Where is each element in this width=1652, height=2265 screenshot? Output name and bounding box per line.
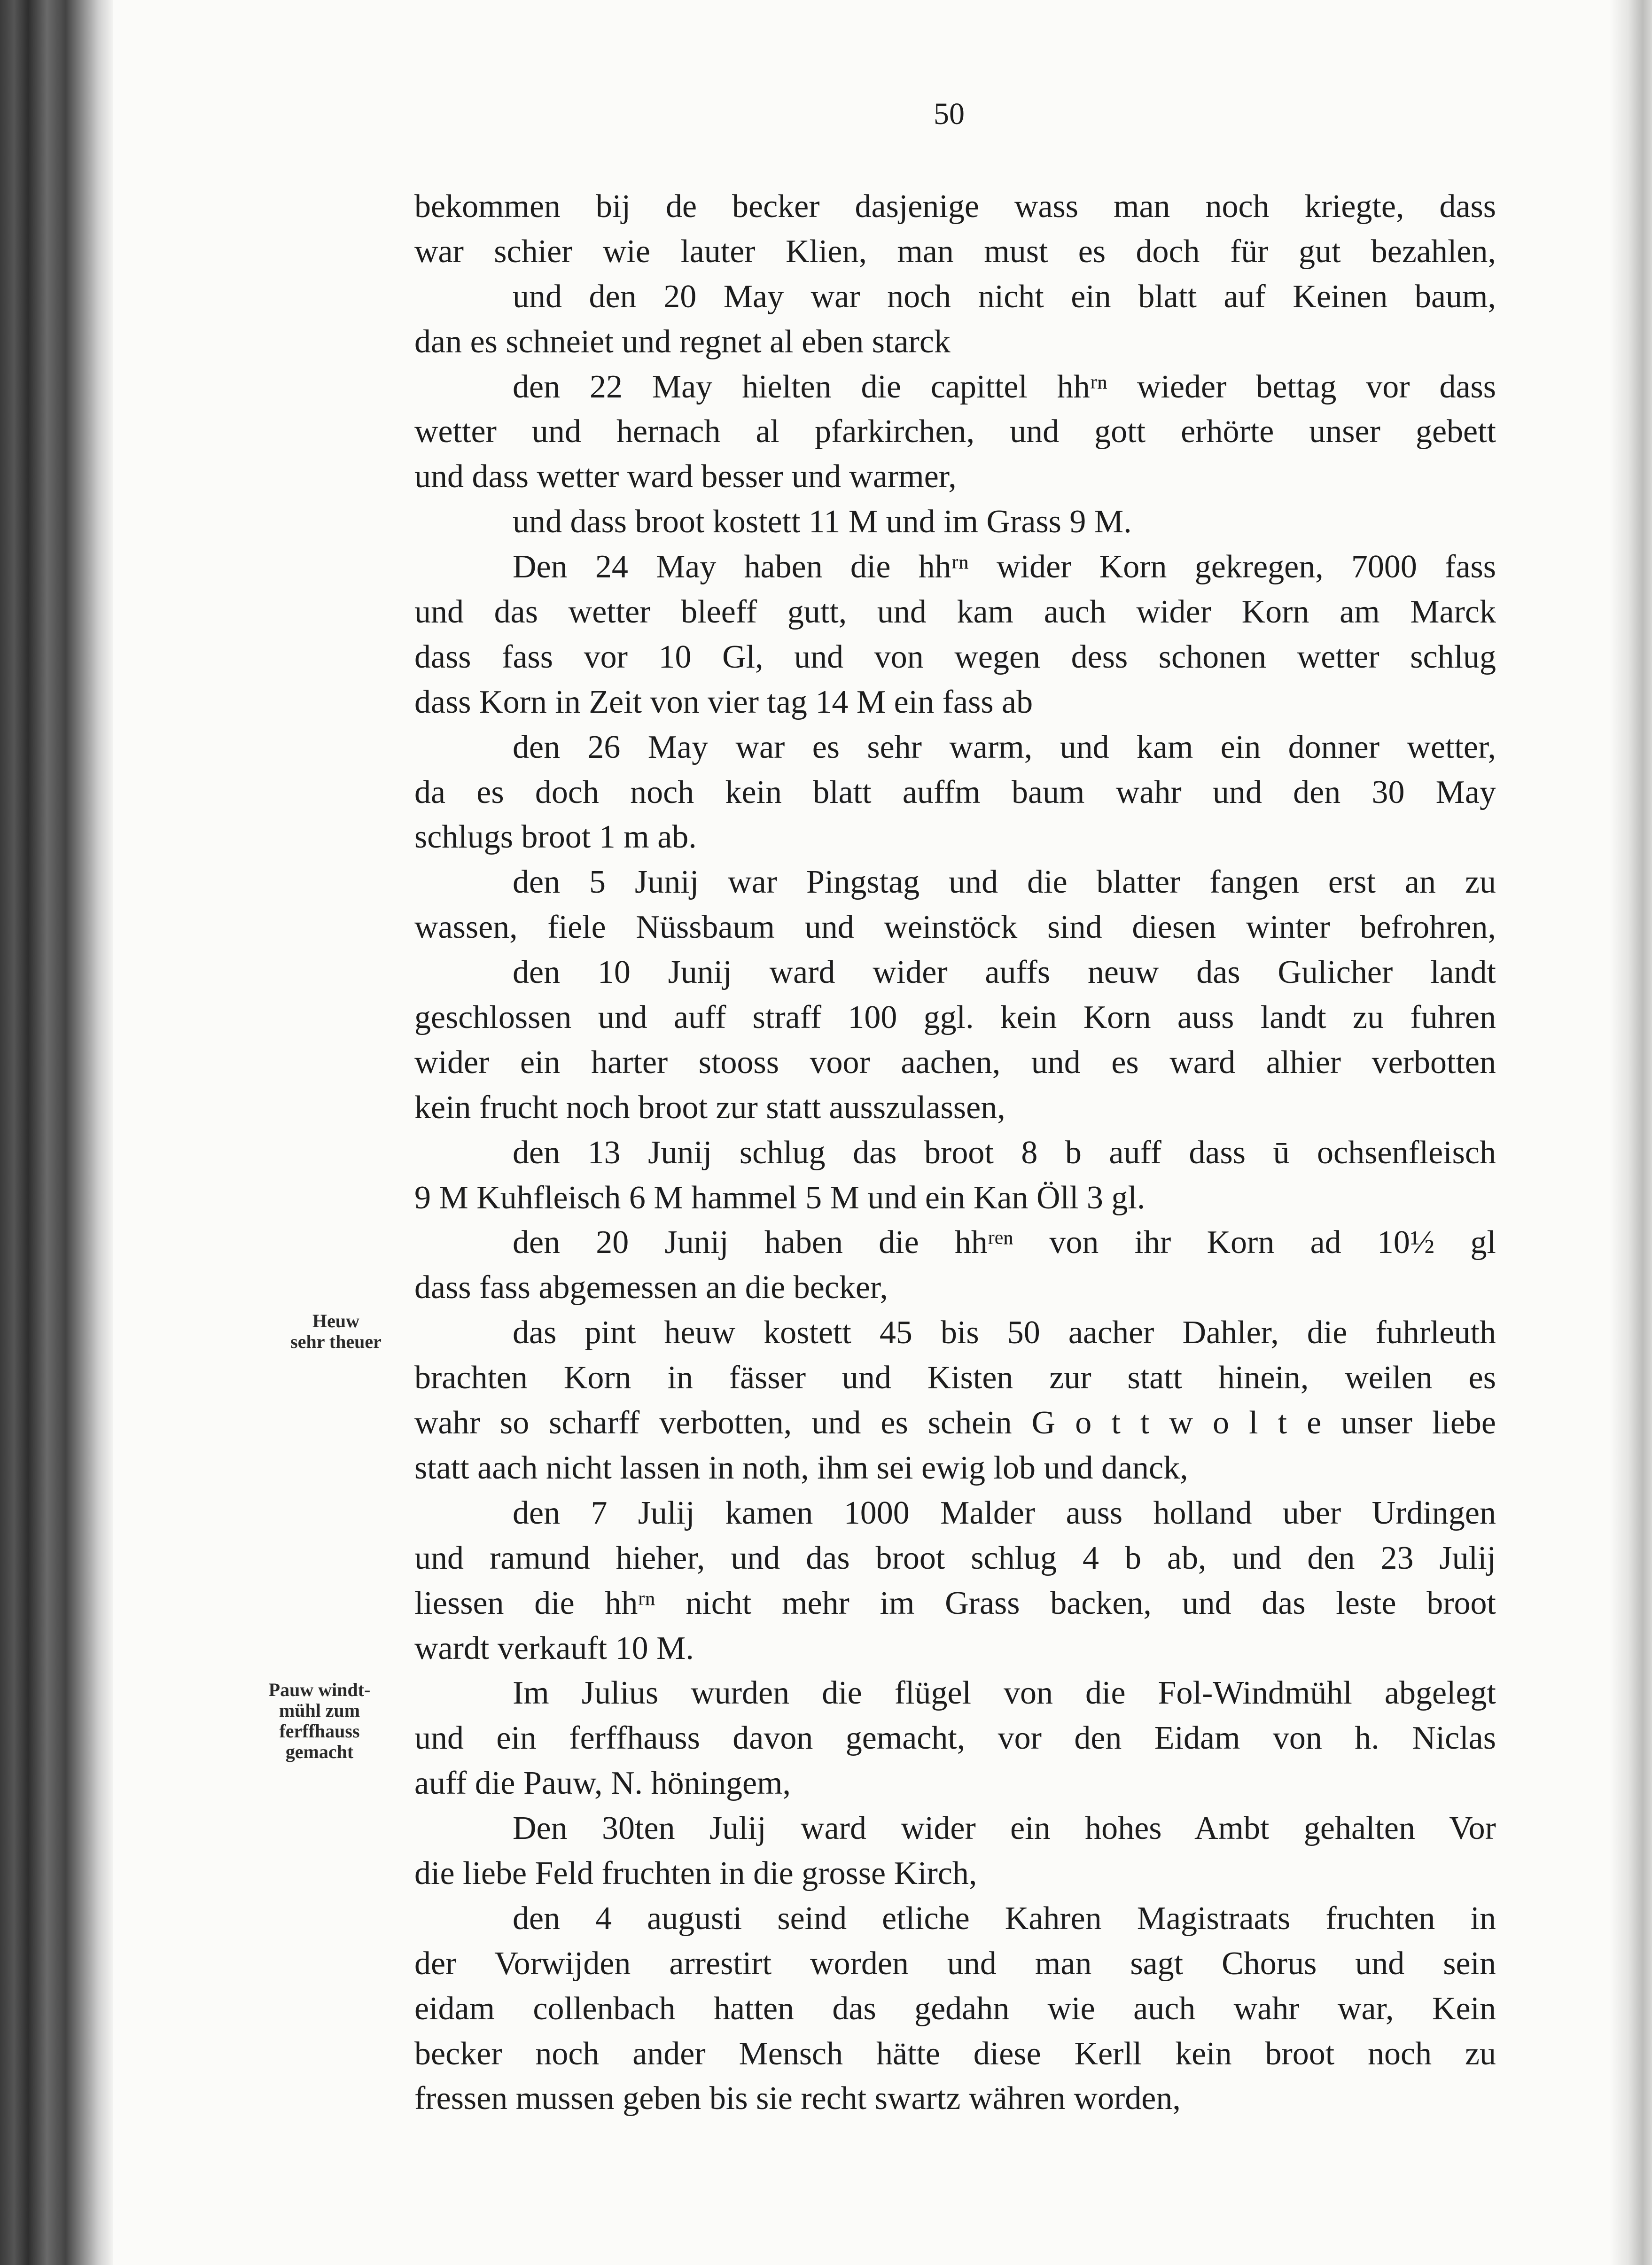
text-line: brachten Korn in fässer und Kisten zur statt hinein, weilen es (414, 1360, 1496, 1396)
text-line: Im Julius wurden die flügel von die Fol-Windmühl abgelegt (513, 1675, 1496, 1712)
text-line: wetter und hernach al pfarkirchen, und gott erhörte unser gebett (414, 413, 1496, 450)
text-line: geschlossen und auff straff 100 ggl. kein Korn auss landt zu fuhren (414, 999, 1496, 1036)
text-line: war schier wie lauter Klien, man must es doch für gut bezahlen, (414, 233, 1496, 270)
text-line: und dass broot kostett 11 M und im Grass 9 M. (513, 504, 1132, 540)
text-line: wassen, fiele Nüssbaum und weinstöck sind diesen winter befrohren, (414, 909, 1496, 946)
text-line: den 4 augusti seind etliche Kahren Magistraats fruchten in (513, 1900, 1496, 1937)
text-line: den 22 May hielten die capittel hhʳⁿ wieder bettag vor dass (513, 368, 1496, 405)
text-line: den 7 Julij kamen 1000 Malder auss holland uber Urdingen (513, 1494, 1496, 1531)
text-line: da es doch noch kein blatt auffm baum wahr und den 30 May (414, 774, 1496, 810)
text-line: den 20 Junij haben die hhʳᵉⁿ von ihr Korn ad 10½ gl (513, 1224, 1496, 1261)
text-line: der Vorwijden arrestirt worden und man sagt Chorus und sein (414, 1945, 1496, 1982)
text-line: Den 30ten Julij ward wider ein hohes Ambt gehalten Vor (513, 1810, 1496, 1847)
text-line: und dass wetter ward besser und warmer, (414, 459, 957, 495)
margin-note-line: gemacht (285, 1741, 354, 1762)
text-line: den 13 Junij schlug das broot 8 b auff dass ū ochsenfleisch (513, 1134, 1496, 1171)
text-line: dass Korn in Zeit von vier tag 14 M ein fass ab (414, 684, 1033, 720)
text-line: das pint heuw kostett 45 bis 50 aacher Dahler, die fuhrleuth (513, 1315, 1496, 1351)
text-line: statt aach nicht lassen in noth, ihm sei ewig lob und danck, (414, 1449, 1188, 1486)
text-line: und den 20 May war noch nicht ein blatt auf Keinen baum, (513, 278, 1496, 315)
text-line: liessen die hhʳⁿ nicht mehr im Grass backen, und das leste broot (414, 1585, 1496, 1621)
page-edge-shadow (1610, 0, 1652, 2265)
text-line: 9 M Kuhfleisch 6 M hammel 5 M und ein Kan Öll 3 gl. (414, 1179, 1145, 1216)
margin-note-line: ferffhauss (279, 1720, 360, 1742)
text-line: kein frucht noch broot zur statt ausszulassen, (414, 1089, 1005, 1126)
text-line: fressen mussen geben bis sie recht swartz währen worden, (414, 2080, 1181, 2117)
margin-note-line: sehr theuer (290, 1331, 382, 1352)
text-line: die liebe Feld fruchten in die grosse Kirch, (414, 1855, 977, 1891)
book-binding-shadow (0, 0, 113, 2265)
text-line: dan es schneiet und regnet al eben starck (414, 323, 951, 360)
text-line: den 10 Junij ward wider auffs neuw das Gulicher landt (513, 954, 1496, 991)
text-line: becker noch ander Mensch hätte diese Kerll kein broot noch zu (414, 2035, 1496, 2072)
text-line: eidam collenbach hatten das gedahn wie auch wahr war, Kein (414, 1990, 1496, 2027)
body-text (414, 184, 1496, 2121)
margin-note-line: Heuw (312, 1310, 359, 1331)
margin-note-line: Pauw windt- (268, 1679, 371, 1700)
text-line: und ein ferffhauss davon gemacht, vor den Eidam von h. Niclas (414, 1720, 1496, 1757)
text-line: den 5 Junij war Pingstag und die blatter fangen erst an zu (513, 864, 1496, 901)
text-line: Den 24 May haben die hhʳⁿ wider Korn gekregen, 7000 fass (513, 549, 1496, 585)
margin-note-pauw (254, 1680, 385, 1762)
text-line: wahr so scharff verbotten, und es schein G o t t w o l t e unser liebe (414, 1405, 1496, 1441)
margin-note-line: mühl zum (279, 1700, 360, 1721)
text-line: wider ein harter stooss voor aachen, und es ward alhier verbotten (414, 1044, 1496, 1081)
text-line: dass fass abgemessen an die becker, (414, 1269, 888, 1306)
page-number: 50 (934, 97, 965, 131)
text-line: auff die Pauw, N. höningem, (414, 1765, 791, 1802)
text-line: und ramund hieher, und das broot schlug 4 b ab, und den 23 Julij (414, 1540, 1496, 1576)
text-line: schlugs broot 1 m ab. (414, 819, 697, 856)
text-line: bekommen bij de becker dasjenige wass man noch kriegte, dass (414, 188, 1496, 225)
text-line: den 26 May war es sehr warm, und kam ein donner wetter, (513, 729, 1496, 765)
margin-note-heuw (261, 1311, 411, 1352)
text-line: dass fass vor 10 Gl, und von wegen dess schonen wetter schlug (414, 638, 1496, 675)
text-line: und das wetter bleeff gutt, und kam auch wider Korn am Marck (414, 594, 1496, 630)
text-line: wardt verkauft 10 M. (414, 1630, 694, 1666)
